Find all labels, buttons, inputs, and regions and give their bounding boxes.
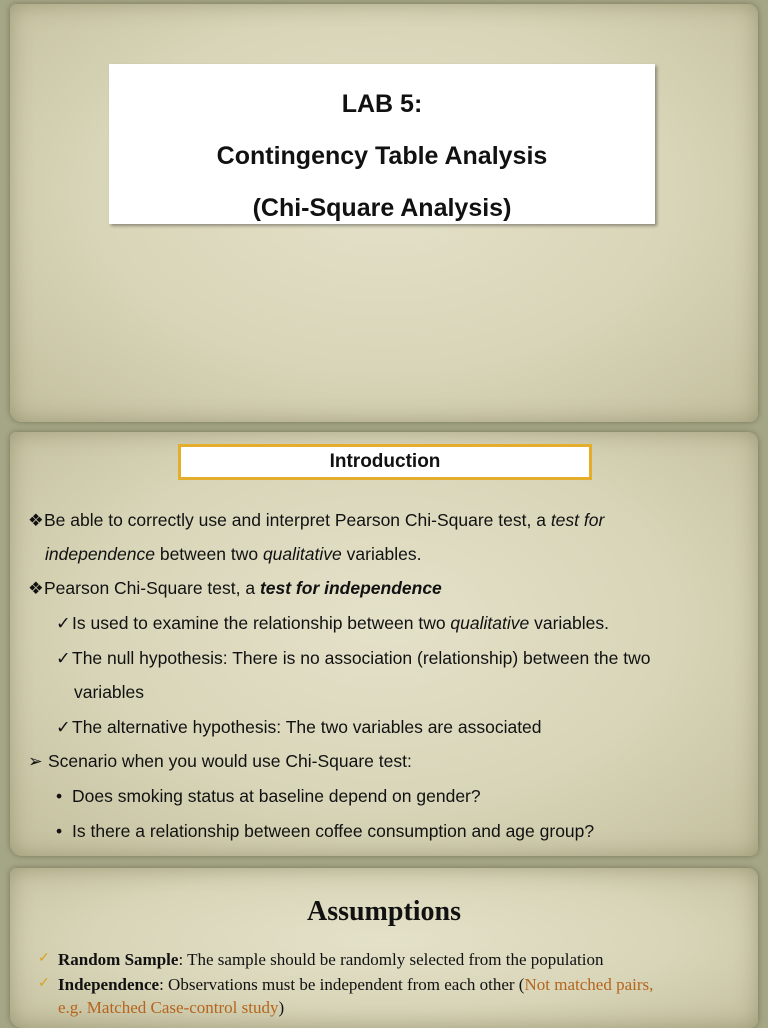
check-icon: ✓ [56, 717, 71, 737]
title-box [109, 64, 655, 224]
question-line: • Does smoking status at baseline depend on gender? [56, 786, 481, 806]
check-line: ✓Is used to examine the relationship between two qualitative variables. [56, 613, 609, 633]
diamond-bullet-icon: ❖ [28, 510, 44, 530]
title-line-2: Contingency Table Analysis [216, 142, 548, 170]
assumption-item: ✓ Independence: Observations must be independent from each other (Not matched pairs, [38, 975, 654, 994]
title-line-3: (Chi-Square Analysis) [252, 194, 512, 222]
assumptions-title: Assumptions [306, 896, 462, 927]
dot-bullet-icon: • [56, 786, 63, 806]
check-line-continued: variables [74, 682, 145, 702]
check-icon: ✓ [56, 648, 71, 668]
arrow-line: ➢ Scenario when you would use Chi-Square test: [28, 751, 412, 771]
check-icon: ✓ [38, 976, 50, 991]
diamond-bullet-icon: ❖ [28, 578, 44, 598]
introduction-slide [10, 432, 758, 856]
check-icon: ✓ [38, 951, 50, 966]
question-line: • Is there a relationship between coffee consumption and age group? [56, 821, 595, 841]
assumptions-slide [10, 868, 758, 1028]
dot-bullet-icon: • [56, 821, 63, 841]
bullet-line: ❖Pearson Chi-Square test, a test for independence [28, 578, 442, 598]
title-slide [10, 4, 758, 422]
assumption-item: ✓ Random Sample: The sample should be randomly selected from the population [38, 950, 604, 969]
check-line: ✓The null hypothesis: There is no association (relationship) between the two [56, 648, 651, 668]
introduction-heading: Introduction [178, 444, 592, 480]
check-line: ✓The alternative hypothesis: The two variables are associated [56, 717, 542, 737]
arrow-bullet-icon: ➢ [28, 751, 43, 771]
check-icon: ✓ [56, 613, 71, 633]
bullet-line: ❖Be able to correctly use and interpret Pearson Chi-Square test, a test for [28, 510, 605, 530]
title-line-1: LAB 5: [341, 90, 423, 118]
assumption-item-continued: e.g. Matched Case-control study) [58, 998, 285, 1017]
bullet-line-continued: independence between two qualitative variables. [45, 544, 422, 564]
